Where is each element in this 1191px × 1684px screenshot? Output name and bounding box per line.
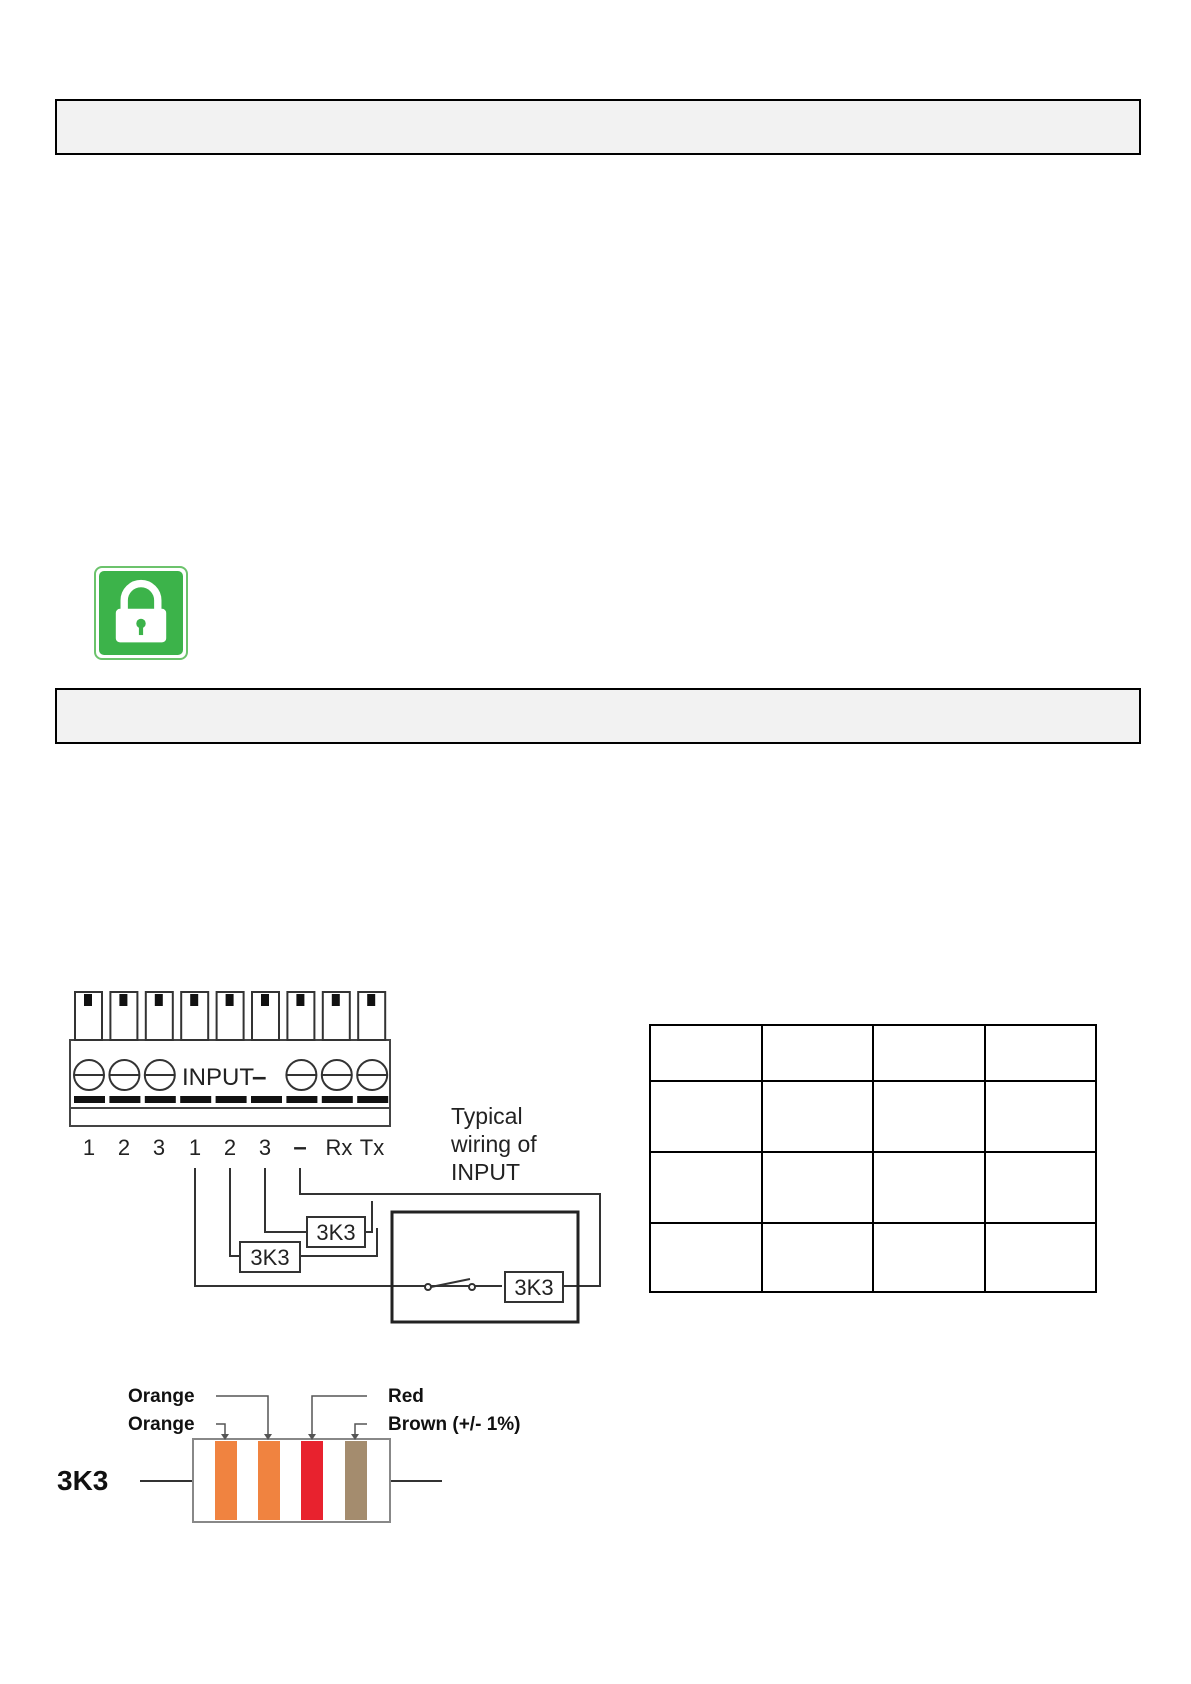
table-cell (650, 1025, 762, 1081)
terminal-number: 1 (188, 1135, 202, 1160)
terminal-contact-bar (74, 1096, 105, 1103)
wiring-caption-line: Typical (451, 1103, 523, 1129)
table-cell (762, 1081, 874, 1152)
table-cell (985, 1152, 1097, 1223)
terminal-tab-latch (226, 994, 234, 1006)
table-cell (762, 1025, 874, 1081)
table-cell (650, 1152, 762, 1223)
band-leader-lines (216, 1396, 367, 1436)
table-row (650, 1223, 1096, 1292)
terminal-number: Rx (325, 1135, 353, 1160)
table-cell (873, 1223, 985, 1292)
terminal-tab-latch (190, 994, 198, 1006)
resistor-value-label: 3K3 (57, 1465, 109, 1496)
wiring-caption-line: INPUT (451, 1159, 520, 1185)
resistor-label: 3K3 (514, 1275, 554, 1300)
table-cell (985, 1081, 1097, 1152)
table-cell (873, 1081, 985, 1152)
section-header-box (55, 99, 1141, 155)
table-cell (985, 1223, 1097, 1292)
terminal-contact-bar (109, 1096, 140, 1103)
table-cell (762, 1223, 874, 1292)
terminal-number: 2 (117, 1135, 131, 1160)
terminal-dash-label: – (252, 1061, 267, 1091)
terminal-tab-latch (84, 994, 92, 1006)
terminal-number: 1 (82, 1135, 96, 1160)
terminal-number: 2 (223, 1135, 237, 1160)
resistor-label: 3K3 (316, 1220, 356, 1245)
resistor-band (215, 1441, 237, 1520)
band-label: Orange (128, 1386, 195, 1407)
input-table (649, 1024, 1097, 1293)
terminal-tab-latch (119, 994, 127, 1006)
resistor-band (345, 1441, 367, 1520)
terminal-contact-bar (251, 1096, 282, 1103)
wiring-caption-line: wiring of (451, 1131, 537, 1157)
padlock-icon (99, 571, 183, 655)
terminal-contact-bar (357, 1096, 388, 1103)
terminal-number: Tx (359, 1135, 385, 1160)
table-cell (873, 1152, 985, 1223)
resistor-band (301, 1441, 323, 1520)
resistor-label: 3K3 (250, 1245, 290, 1270)
table-row (650, 1025, 1096, 1081)
lock-badge (94, 566, 188, 660)
table-cell (985, 1025, 1097, 1081)
table-row (650, 1152, 1096, 1223)
terminal-number: – (293, 1134, 307, 1161)
terminal-input-label: INPUT (182, 1064, 254, 1091)
table-cell (762, 1152, 874, 1223)
table-cell (873, 1025, 985, 1081)
switch-symbol (425, 1279, 475, 1290)
table-cell (650, 1223, 762, 1292)
table-row (650, 1081, 1096, 1152)
terminal-tab-latch (367, 994, 375, 1006)
terminal-contact-bar (145, 1096, 176, 1103)
terminal-contact-bar (180, 1096, 211, 1103)
terminal-contact-bar (286, 1096, 317, 1103)
band-label: Red (388, 1386, 424, 1407)
terminal-number: 3 (152, 1135, 166, 1160)
terminal-number: 3 (258, 1135, 272, 1160)
terminal-contact-bar (216, 1096, 247, 1103)
resistor-band (258, 1441, 280, 1520)
band-label: Brown (+/- 1%) (388, 1414, 521, 1435)
terminal-tab-latch (155, 994, 163, 1006)
section-header-box-2 (55, 688, 1141, 744)
table-cell (650, 1081, 762, 1152)
terminal-contact-bar (322, 1096, 353, 1103)
terminal-tab-latch (261, 994, 269, 1006)
terminal-tab-latch (332, 994, 340, 1006)
switch-box (392, 1212, 578, 1322)
terminal-tab-latch (296, 994, 304, 1006)
band-label: Orange (128, 1414, 195, 1435)
terminal-numbers (83, 1134, 384, 1161)
